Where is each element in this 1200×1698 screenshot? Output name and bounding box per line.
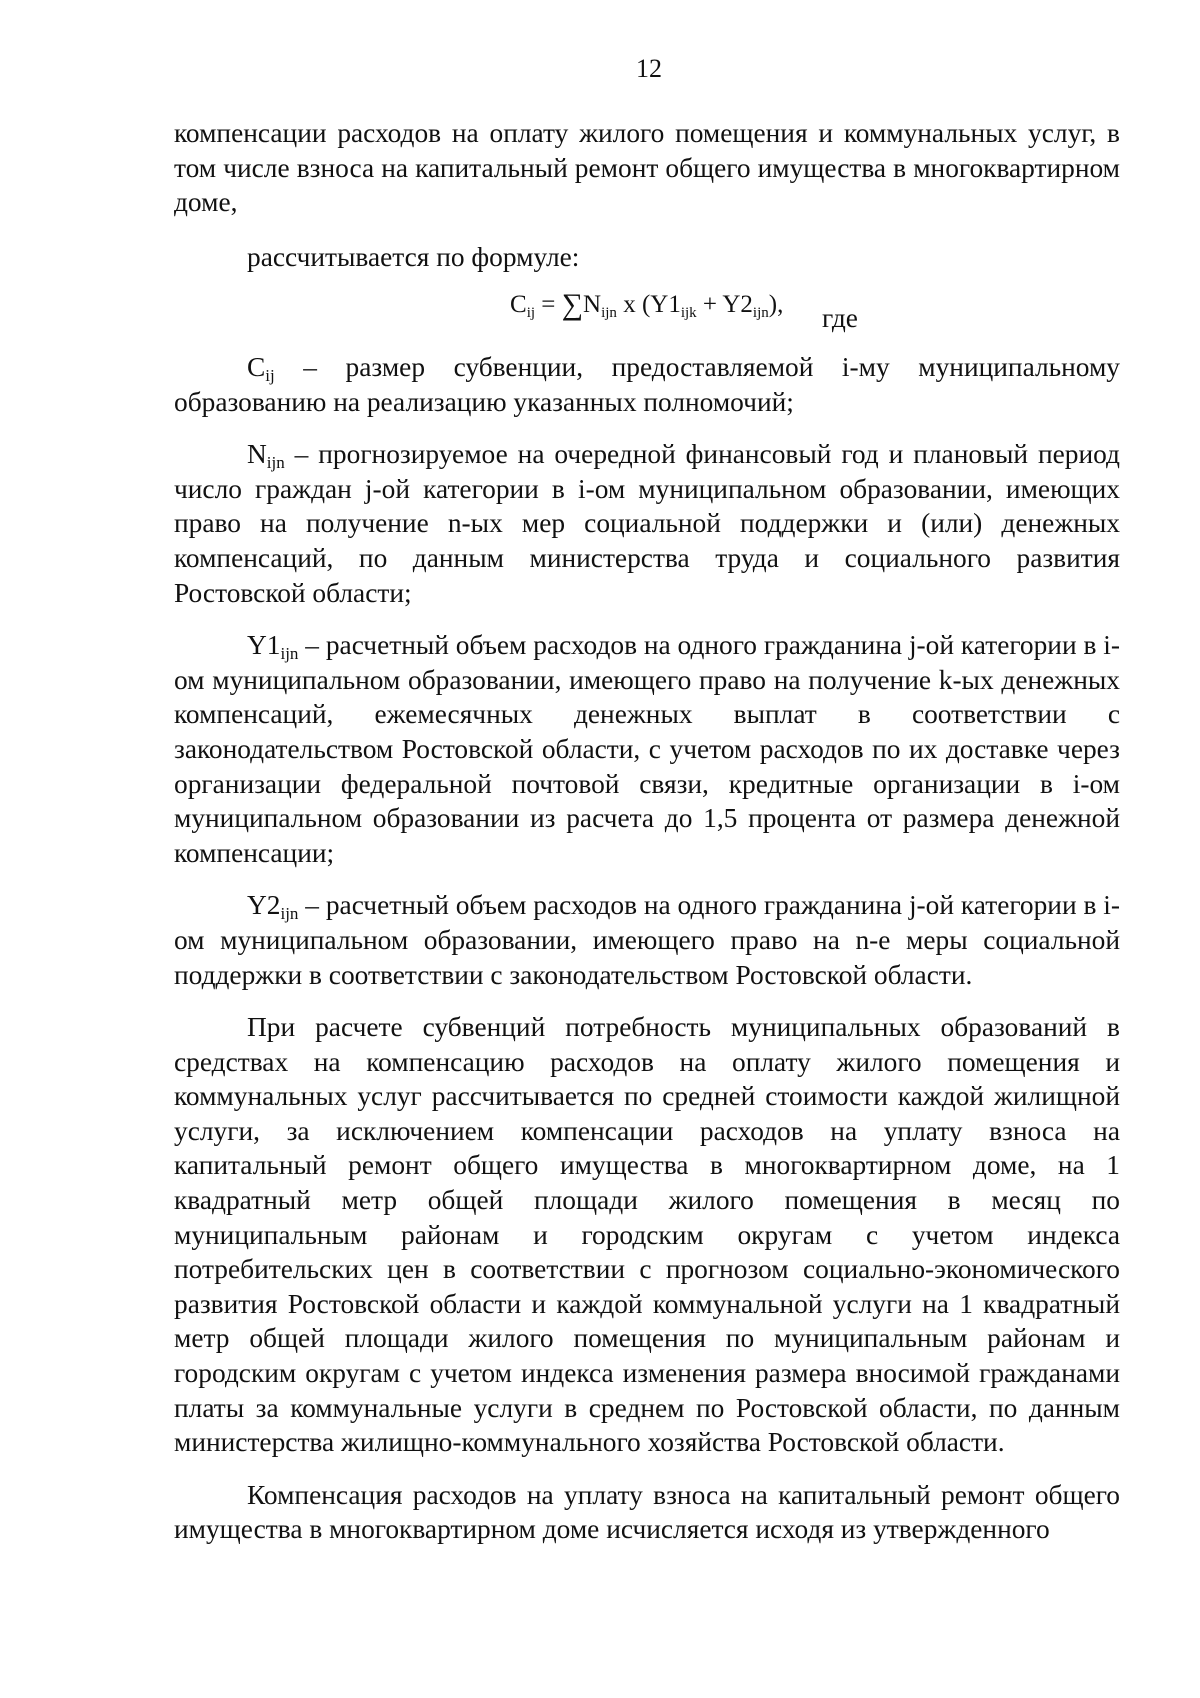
- definition-text: – прогнозируемое на очередной финансовый год и плановый период число граждан j-ой категории в i-ом муниципальном образовании, имеющих право на получение n-ых мер социальной поддержки и (или) денежных компенсаций, по данным министерства труда и социального развития Ростовской области;: [174, 439, 1120, 608]
- formula-eq: =: [541, 291, 556, 318]
- formula: [510, 289, 783, 321]
- calc-line: рассчитывается по формуле:: [247, 242, 580, 272]
- body-paragraph: Компенсация расходов на уплату взноса на капитальный ремонт общего имущества в многоквартирном доме исчисляется исходя из утвержденного: [174, 1479, 1120, 1545]
- definition-symbol: N: [247, 439, 267, 470]
- definition-sub: ijn: [280, 644, 299, 664]
- definition-y1ijn: [174, 628, 1120, 870]
- page-number: 12: [636, 54, 662, 83]
- definition-symbol: Y1: [247, 630, 281, 661]
- formula-close: ),: [768, 291, 784, 318]
- formula-plus: + Y2: [702, 291, 753, 318]
- formula-times: x: [623, 291, 636, 318]
- definition-symbol: Y2: [247, 890, 281, 921]
- definition-text: – расчетный объем расходов на одного гражданина j-ой категории в i-ом муниципальном образовании, имеющего право на получение k-ых денежных компенсаций, ежемесячных денежных выплат в соответствии с законодательством Ростовской области, с учетом расходов по их доставке через организации федеральной почтовой связи, кредитные организации в i-ом муниципальном образовании из расчета до 1,5 процента от размера денежной компенсации;: [174, 630, 1120, 868]
- definition-symbol: C: [247, 352, 266, 382]
- definition-y2ijn: [174, 888, 1120, 992]
- definition-text: – размер субвенции, предоставляемой i-му муниципальному образованию на реализацию указанных полномочий;: [174, 352, 1120, 417]
- formula-n-sub: ijn: [601, 305, 617, 321]
- formula-n: N: [583, 291, 602, 318]
- formula-y1-sub: ijk: [680, 305, 697, 321]
- definition-sub: ijn: [280, 904, 299, 924]
- intro-paragraph: [174, 116, 1120, 220]
- intro-text: компенсации расходов на оплату жилого помещения и коммунальных услуг, в том числе взноса на капитальный ремонт общего имущества в многоквартирном доме,: [174, 118, 1120, 218]
- formula-where: где: [822, 303, 858, 333]
- formula-lhs: C: [510, 291, 527, 318]
- definition-cij: [174, 350, 1120, 419]
- formula-y2-sub: ijn: [752, 305, 769, 321]
- definition-sub: ij: [265, 366, 275, 385]
- definition-nijn: [174, 437, 1120, 610]
- body-paragraph: При расчете субвенций потребность муниципальных образований в средствах на компенсацию расходов на оплату жилого помещения и коммунальных услуг рассчитывается по средней стоимости каждой жилищной услуги, за исключением компенсации расходов на уплату взноса на капитальный ремонт общего имущества в многоквартирном доме, на 1 квадратный метр общей площади жилого помещения в месяц по муниципальным районам и городским округам с учетом индекса потребительских цен в соответствии с прогнозом социально-экономического развития Ростовской области и каждой коммунальной услуги на 1 квадратный метр общей площади жилого помещения по муниципальным районам и городским округам с учетом индекса изменения размера вносимой гражданами платы за коммунальные услуги в среднем по Ростовской области, по данным министерства жилищно-коммунального хозяйства Ростовской области.: [174, 1012, 1120, 1458]
- definition-text: – расчетный объем расходов на одного гражданина j-ой категории в i-ом муниципальном образовании, имеющего право на n-е меры социальной поддержки в соответствии с законодательством Ростовской области.: [174, 890, 1120, 990]
- formula-open: (Y1: [641, 291, 681, 318]
- sum-symbol: ∑: [561, 288, 584, 321]
- definition-sub: ijn: [266, 453, 285, 473]
- formula-lhs-sub: ij: [526, 305, 536, 321]
- definitions-block: [174, 350, 1120, 1565]
